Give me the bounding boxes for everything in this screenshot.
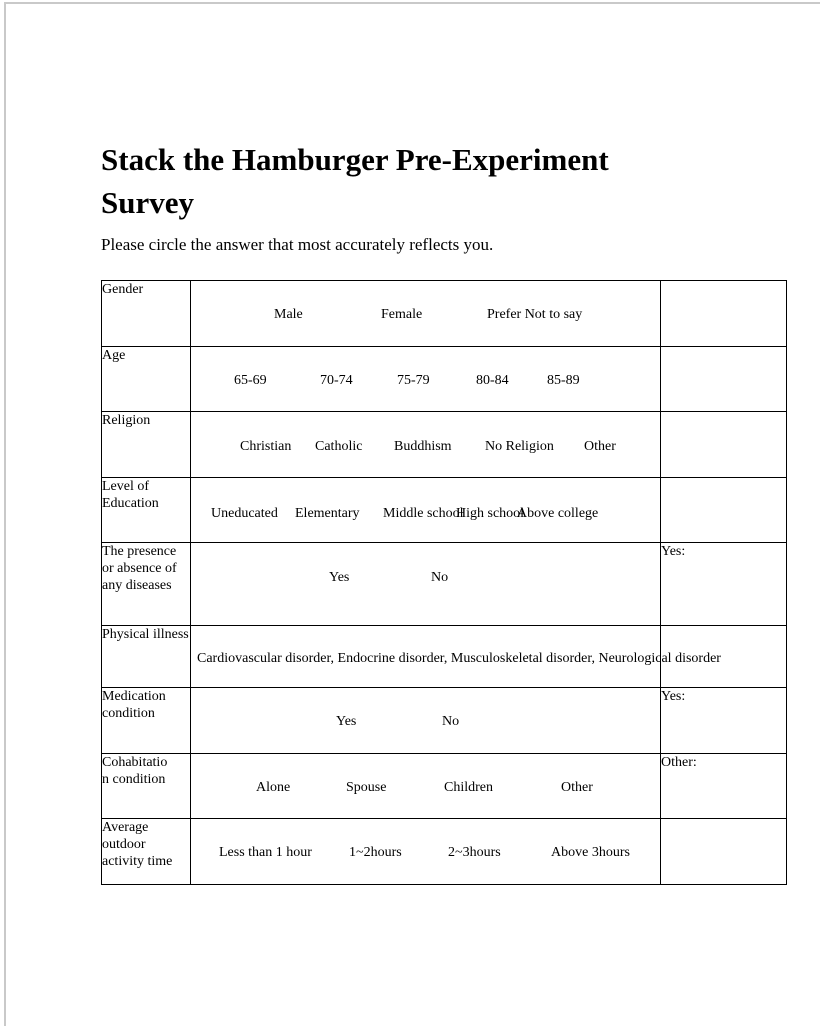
option-65-69[interactable]: 65-69 [234,373,267,388]
option-less-than-1-hour[interactable]: Less than 1 hour [219,845,312,860]
option-spouse[interactable]: Spouse [346,780,387,795]
option-1-2-hours[interactable]: 1~2hours [349,845,402,860]
table-row [102,281,787,347]
row-label-religion: Religion [102,412,191,478]
extra-diseases[interactable]: Yes: [661,543,787,626]
table-row [102,754,787,819]
table-row [102,626,787,688]
row-label-medication: Medication condition [102,688,191,754]
option-diseases-no[interactable]: No [431,570,449,585]
option-children[interactable]: Children [444,780,493,795]
row-label-diseases: The presence or absence of any diseases [102,543,191,626]
options-outdoor-activity [191,819,661,885]
option-no-religion[interactable]: No Religion [485,439,554,454]
option-physical-illness-list[interactable]: Cardiovascular disorder, Endocrine disorder, Musculoskeletal disorder, Neurological disorder [197,651,721,666]
table-row [102,543,787,626]
options-physical-illness [191,626,721,688]
extra-age [661,347,787,412]
table-row [102,412,787,478]
row-label-gender: Gender [102,281,191,347]
option-80-84[interactable]: 80-84 [476,373,509,388]
extra-education [661,478,787,543]
option-2-3-hours[interactable]: 2~3hours [448,845,501,860]
option-christian[interactable]: Christian [240,439,292,454]
options-diseases [191,543,661,626]
option-high-school[interactable]: High school [456,506,525,521]
options-gender [191,281,661,347]
option-above-college[interactable]: Above college [517,506,599,521]
option-diseases-yes[interactable]: Yes [329,570,350,585]
table-row [102,347,787,412]
row-label-cohabitation: Cohabitatio n condition [102,754,191,819]
extra-religion [661,412,787,478]
options-religion [191,412,661,478]
survey-table [101,280,787,885]
options-age [191,347,661,412]
table-row [102,688,787,754]
options-medication [191,688,661,754]
survey-instructions: Please circle the answer that most accurately reflects you. [101,235,494,254]
option-middle-school[interactable]: Middle school [383,506,464,521]
option-75-79[interactable]: 75-79 [397,373,430,388]
option-85-89[interactable]: 85-89 [547,373,580,388]
option-elementary[interactable]: Elementary [295,506,360,521]
extra-medication[interactable]: Yes: [661,688,787,754]
option-alone[interactable]: Alone [256,780,291,795]
survey-title: Stack the Hamburger Pre-Experiment Survey [101,142,609,220]
extra-cohabitation[interactable]: Other: [661,754,787,819]
option-female[interactable]: Female [381,307,423,322]
option-70-74[interactable]: 70-74 [320,373,353,388]
option-other-cohabitation[interactable]: Other [561,780,593,795]
option-buddhism[interactable]: Buddhism [394,439,452,454]
extra-outdoor-activity [661,819,787,885]
row-label-physical-illness: Physical illness [102,626,191,688]
row-label-age: Age [102,347,191,412]
extra-gender [661,281,787,347]
table-row [102,819,787,885]
option-catholic[interactable]: Catholic [315,439,363,454]
option-medication-no[interactable]: No [442,714,460,729]
option-above-3-hours[interactable]: Above 3hours [551,845,630,860]
row-label-outdoor-activity: Average outdoor activity time [102,819,191,885]
option-male[interactable]: Male [274,307,303,322]
options-education [191,478,661,543]
option-other-religion[interactable]: Other [584,439,616,454]
row-label-education: Level of Education [102,478,191,543]
table-row [102,478,787,543]
option-medication-yes[interactable]: Yes [336,714,357,729]
option-prefer-not-to-say[interactable]: Prefer Not to say [487,307,583,322]
option-uneducated[interactable]: Uneducated [211,506,278,521]
options-cohabitation [191,754,661,819]
